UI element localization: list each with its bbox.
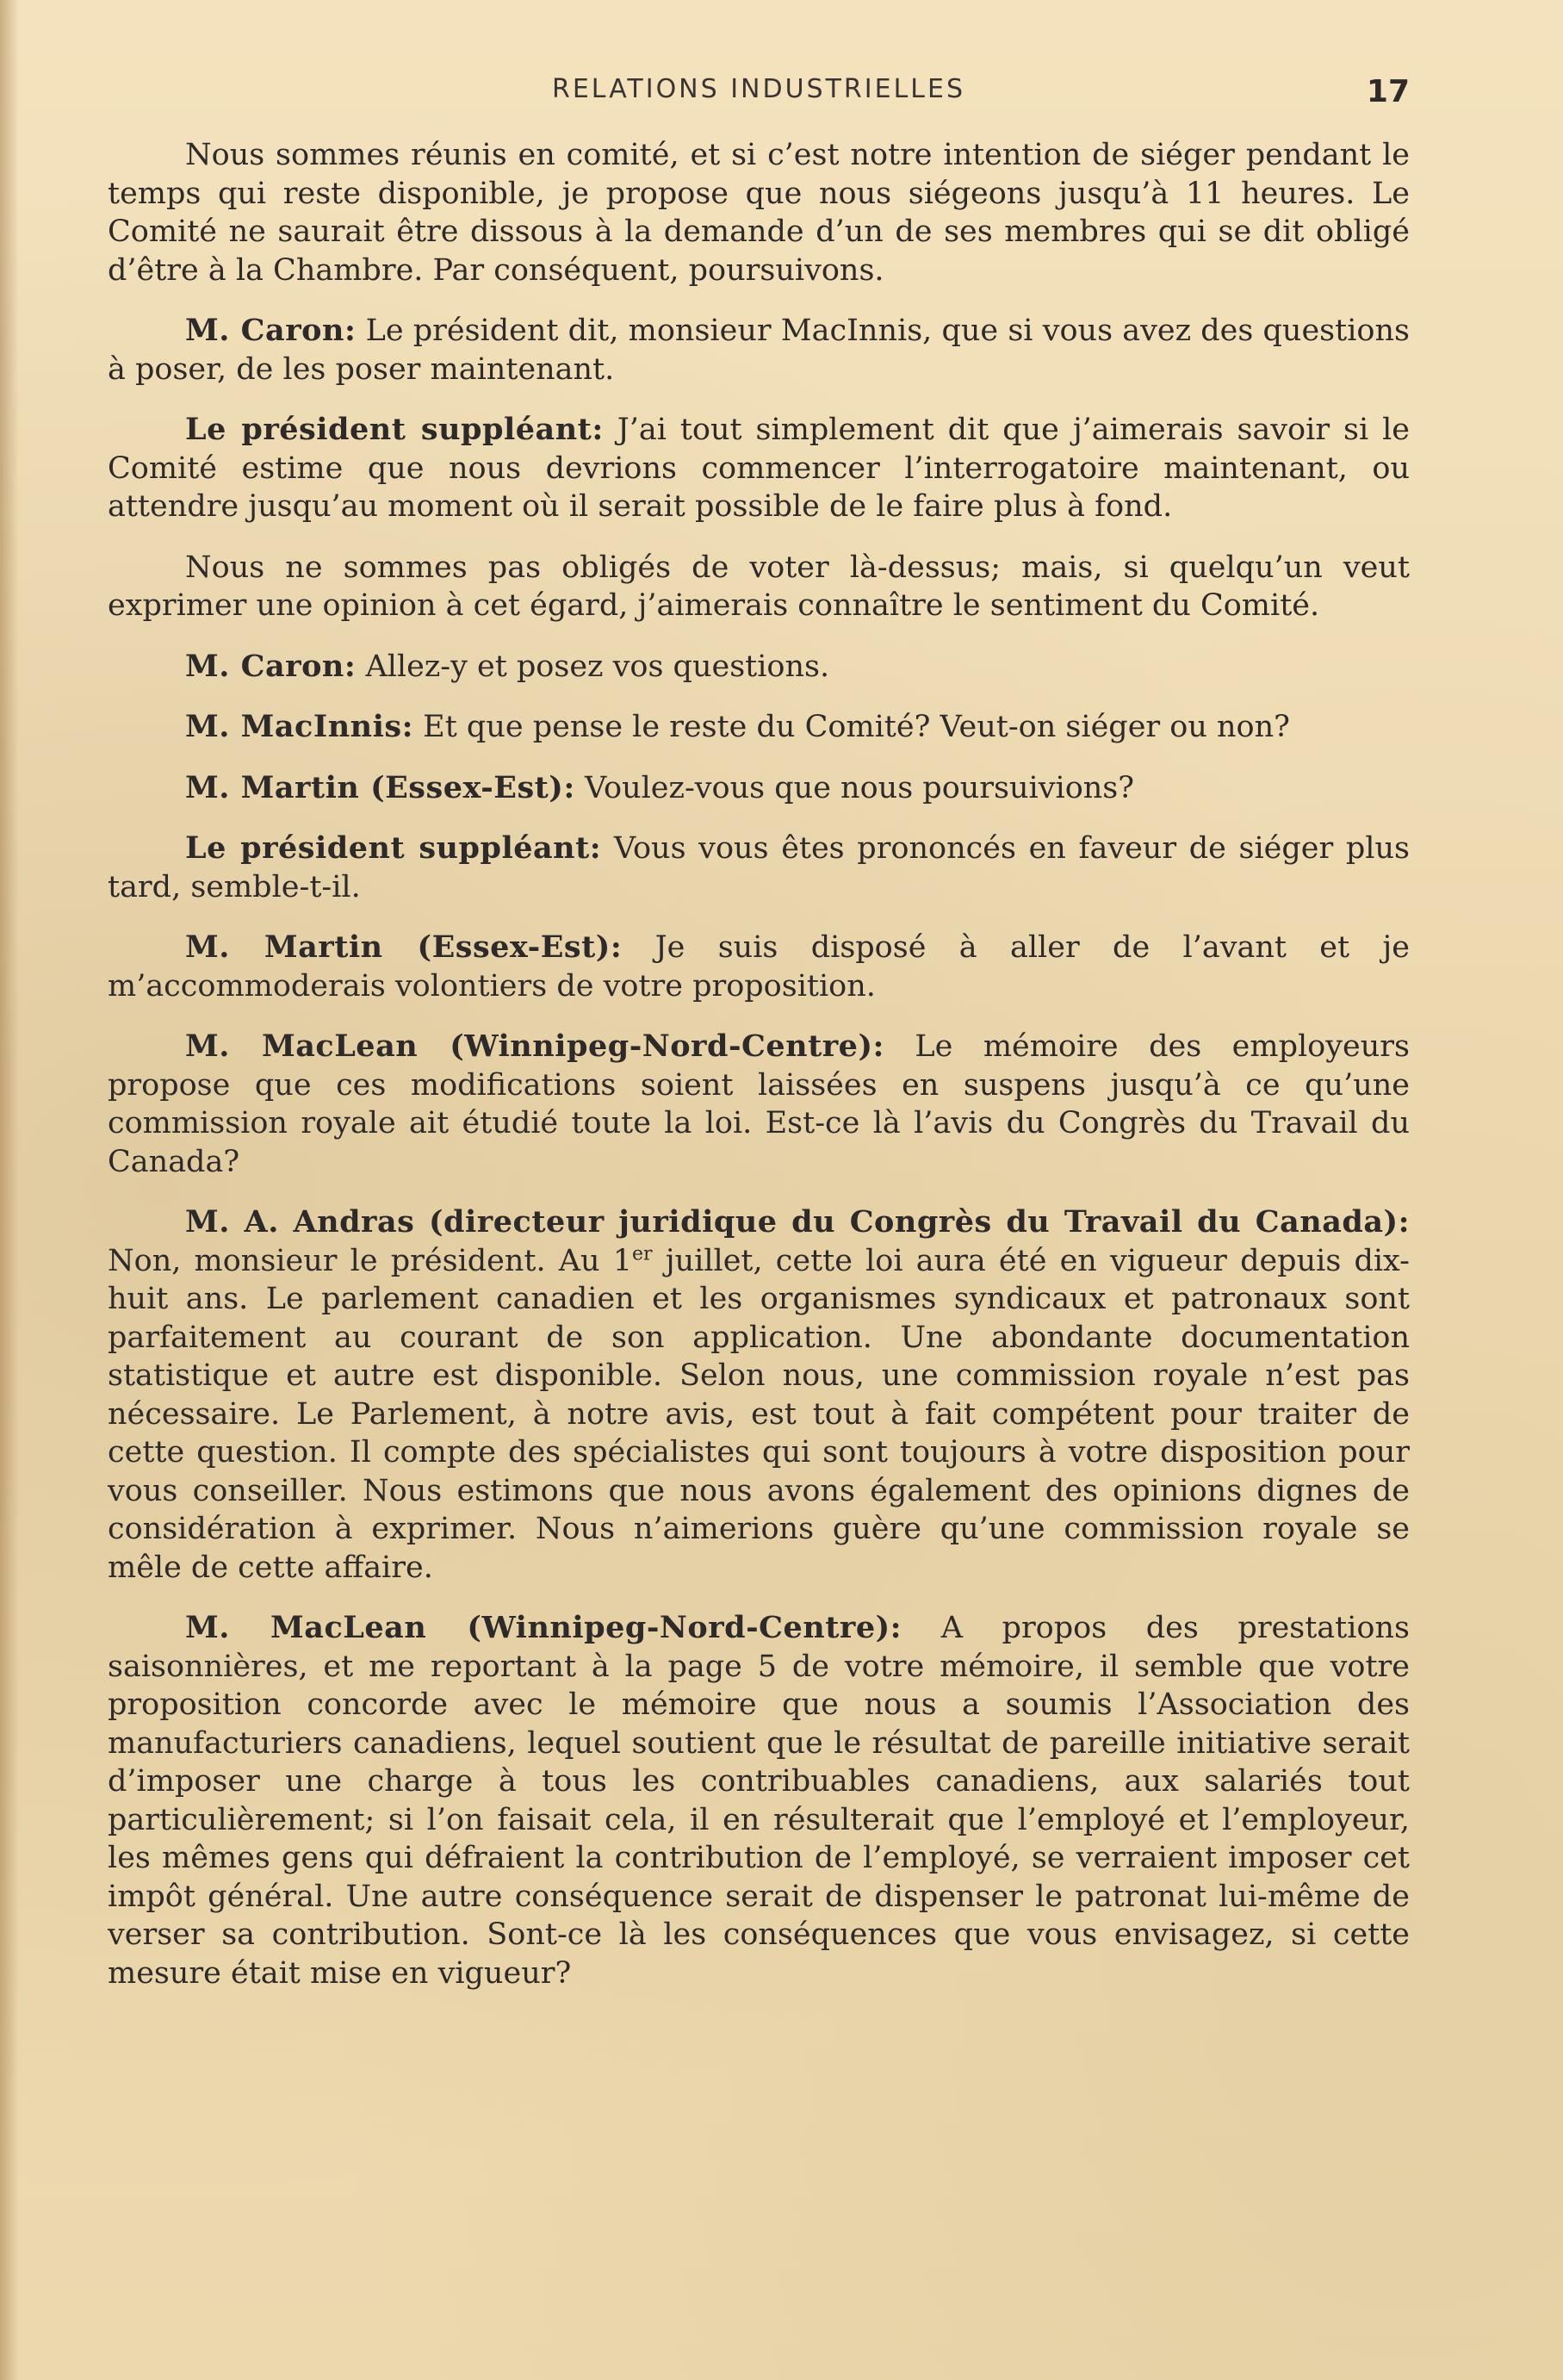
ordinal-superscript: er [632,1242,653,1265]
paragraph-text: Allez-y et posez vos questions. [365,649,830,684]
speaker-name: Le président suppléant: [185,830,602,866]
speaker-name: M. A. Andras (directeur juridique du Congrès du Travail du Canada): [185,1204,1410,1240]
paragraph-text: J’ai tout simplement dit que j’aimerais savoir si le Comité estime que nous devrions commencer l’interrogatoire maintenant, ou attendre jusqu’au moment où il serait possible de le faire plus à fond. [108,413,1410,524]
paragraph-1 [108,136,1410,289]
speaker-name: M. Martin (Essex-Est): [185,929,623,965]
speaker-name: M. Caron: [185,313,357,348]
paragraph-10 [108,1028,1410,1181]
speaker-name: M. Caron: [185,648,357,684]
paragraph-12 [108,1609,1410,1992]
page-edge-shadow [0,0,19,2380]
paragraph-9 [108,929,1410,1005]
paragraph-text: Voulez-vous que nous poursuivions? [584,770,1135,805]
paragraph-4 [108,549,1410,625]
paragraph-text: Nous ne sommes pas obligés de voter là-dessus; mais, si quelqu’un veut exprimer une opinion à cet égard, j’aimerais connaître le sentiment du Comité. [108,550,1410,623]
speaker-name: M. MacLean (Winnipeg-Nord-Centre): [185,1610,902,1645]
paragraph-text: Le mémoire des employeurs propose que ces modifications soient laissées en suspens jusqu’à ce qu’une commission royale ait étudié toute la loi. Est-ce là l’avis du Congrès du Travail du Canada? [108,1029,1410,1179]
speaker-name: M. Martin (Essex-Est): [185,769,575,805]
paragraph-11 [108,1203,1410,1587]
speaker-name: Le président suppléant: [185,412,604,447]
paragraph-2 [108,312,1410,388]
paragraph-7 [108,769,1410,808]
paragraph-text: juillet, cette loi aura été en vigueur depuis dix-huit ans. Le parlement canadien et les organismes syndicaux et patronaux sont parfaitement au courant de son application. Une abondante documentation statistique et autre est disponible. Selon nous, une commission royale n’est pas nécessaire. Le Parlement, à notre avis, est tout à fait compétent pour traiter de cette question. Il compte des spécialistes qui sont toujours à votre disposition pour vous conseiller. Nous estimons que nous avons également des opinions dignes de considération à exprimer. Nous n’aimerions guère qu’une commission royale se mêle de cette affaire. [108,1243,1411,1585]
paragraph-8 [108,830,1410,906]
paragraph-5 [108,648,1410,687]
speaker-name: M. MacLean (Winnipeg-Nord-Centre): [185,1028,884,1064]
paragraph-text: Je suis disposé à aller de l’avant et je m’accommoderais volontiers de votre proposition. [108,930,1410,1004]
paragraph-6 [108,708,1410,747]
page-body [108,136,1410,2015]
paragraph-text: Vous vous êtes prononcés en faveur de siéger plus tard, semble-t-il. [108,831,1410,904]
page-number: 17 [1366,74,1410,109]
paragraph-text-start: Non, monsieur le président. Au 1 [108,1243,633,1278]
running-title: RELATIONS INDUSTRIELLES [552,74,965,104]
paragraph-text: Le président dit, monsieur MacInnis, que si vous avez des questions à poser, de les poser maintenant. [108,314,1410,387]
paragraph-3 [108,411,1410,526]
paragraph-text: Et que pense le reste du Comité? Veut-on siéger ou non? [423,710,1290,744]
paragraph-text: A propos des prestations saisonnières, et me reportant à la page 5 de votre mémoire, il semble que votre proposition concorde avec le mémoire que nous a soumis l’Association des manufacturiers canadiens, lequel soutient que le résultat de pareille initiative serait d’imposer une charge à tous les contribuables canadiens, aux salariés tout particulièrement; si l’on faisait cela, il en résulterait que l’employé et l’employeur, les mêmes gens qui défraient la contribution de l’employé, se verraient imposer cet impôt général. Une autre conséquence serait de dispenser le patronat lui-même de verser sa contribution. Sont-ce là les conséquences que vous envisagez, si cette mesure était mise en vigueur? [108,1611,1410,1991]
page-header [108,74,1410,112]
paragraph-text: Nous sommes réunis en comité, et si c’est notre intention de siéger pendant le temps qui reste disponible, je propose que nous siégeons jusqu’à 11 heures. Le Comité ne saurait être dissous à la demande d’un de ses membres qui se dit obligé d’être à la Chambre. Par conséquent, poursuivons. [108,138,1410,288]
speaker-name: M. MacInnis: [185,709,414,744]
